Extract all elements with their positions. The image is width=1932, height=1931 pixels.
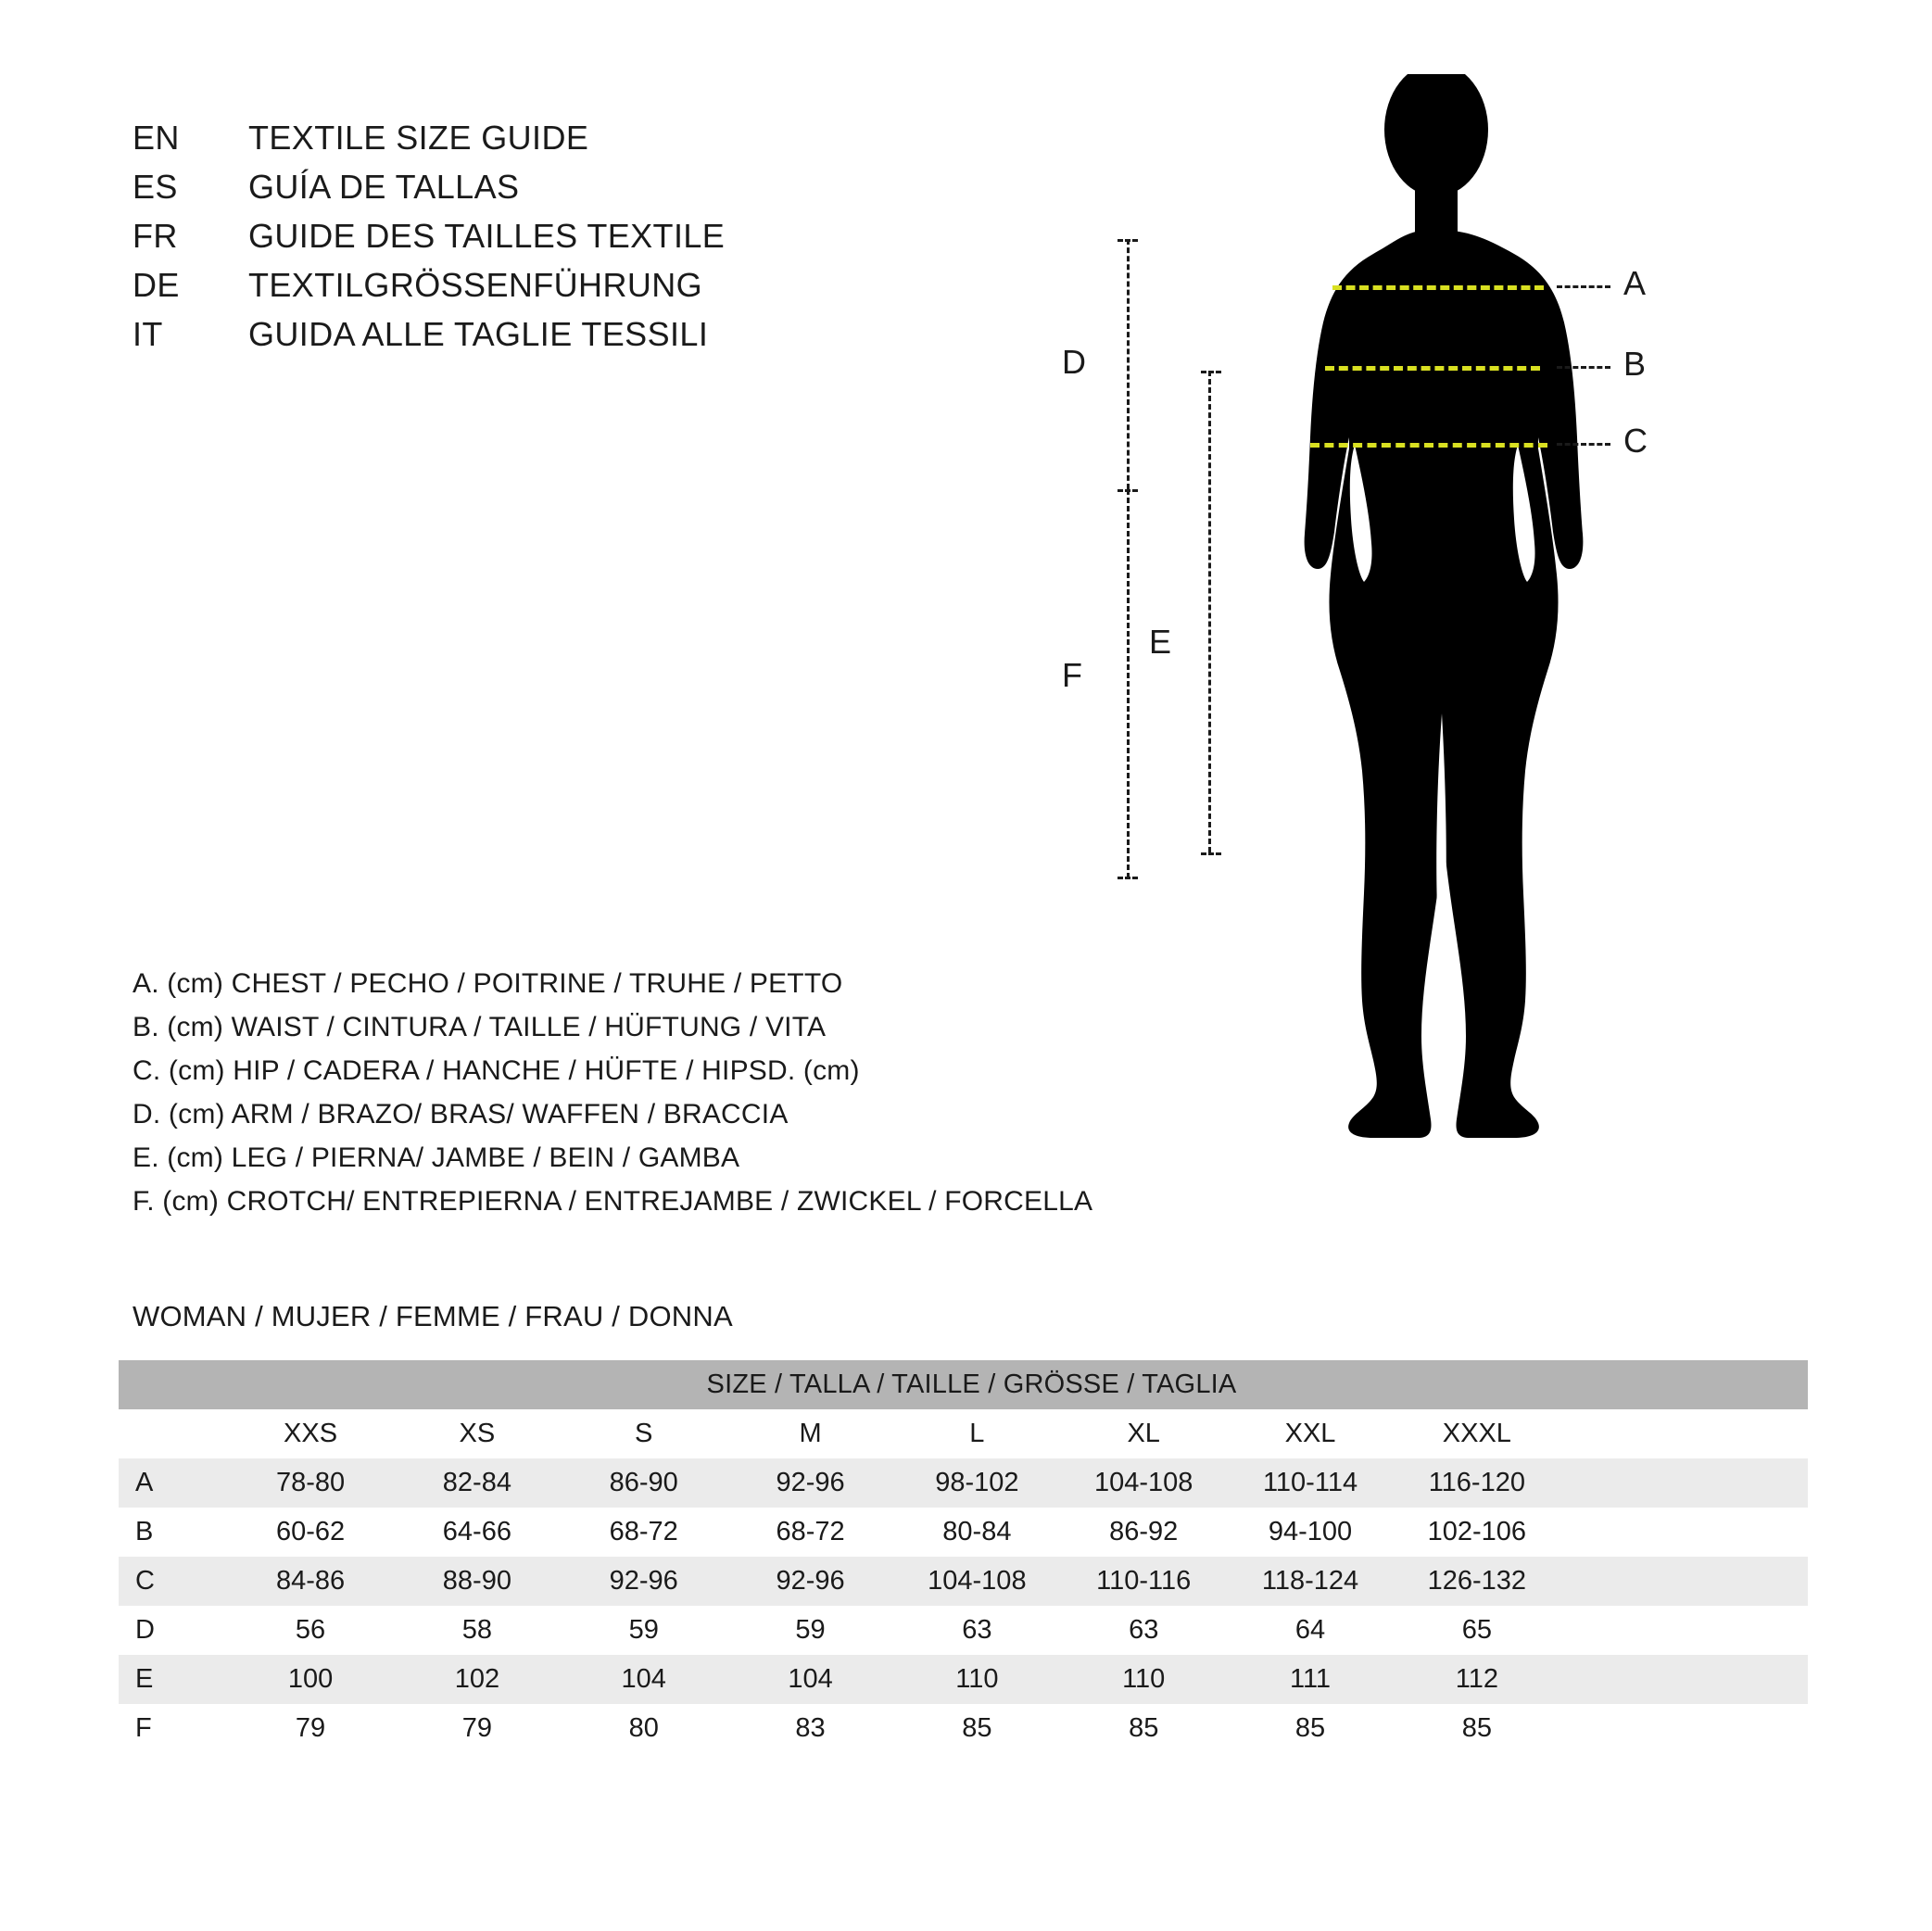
cell-d-xxl: 64 <box>1227 1606 1394 1655</box>
table-row <box>119 1508 1808 1557</box>
cell-c-l: 104-108 <box>893 1557 1060 1606</box>
cell-c-m: 92-96 <box>727 1557 894 1606</box>
cell-d-xxs: 56 <box>227 1606 394 1655</box>
table-row <box>119 1458 1808 1508</box>
arm-measure-cap-top <box>1118 239 1138 242</box>
label-a: A <box>1623 264 1647 302</box>
language-code: EN <box>133 119 180 157</box>
cell-a-xxs: 78-80 <box>227 1458 394 1508</box>
label-d: D <box>1062 343 1086 381</box>
cell-e-xl: 110 <box>1060 1655 1227 1704</box>
cell-c-xxl: 118-124 <box>1227 1557 1394 1606</box>
language-title: GUIDA ALLE TAGLIE TESSILI <box>248 315 709 353</box>
cell-d-m: 59 <box>727 1606 894 1655</box>
table-title-row <box>119 1360 1808 1409</box>
column-header-xs: XS <box>394 1409 561 1458</box>
cell-b-xl: 86-92 <box>1060 1508 1227 1557</box>
table-row <box>119 1557 1808 1606</box>
table-spacer-cell <box>1560 1458 1808 1508</box>
label-c: C <box>1623 422 1648 460</box>
cell-b-l: 80-84 <box>893 1508 1060 1557</box>
table-spacer-cell <box>1560 1409 1808 1458</box>
legend-item-a: A. (cm) CHEST / PECHO / POITRINE / TRUHE / PETTO <box>133 968 843 999</box>
cell-f-xl: 85 <box>1060 1704 1227 1753</box>
row-label-c: C <box>119 1557 227 1606</box>
cell-a-xl: 104-108 <box>1060 1458 1227 1508</box>
table-spacer-cell <box>1560 1655 1808 1704</box>
cell-e-xxs: 100 <box>227 1655 394 1704</box>
column-header-l: L <box>893 1409 1060 1458</box>
cell-e-xs: 102 <box>394 1655 561 1704</box>
cell-a-xxxl: 116-120 <box>1394 1458 1560 1508</box>
label-e: E <box>1149 623 1172 661</box>
cell-d-xxxl: 65 <box>1394 1606 1560 1655</box>
woman-silhouette-icon <box>1140 74 1881 1232</box>
table-row <box>119 1606 1808 1655</box>
cell-f-s: 80 <box>561 1704 727 1753</box>
cell-f-xxl: 85 <box>1227 1704 1394 1753</box>
table-row <box>119 1704 1808 1753</box>
table-corner-cell <box>119 1409 227 1458</box>
column-header-m: M <box>727 1409 894 1458</box>
leg-measure-cap-top <box>1201 371 1221 373</box>
table-spacer-cell <box>1560 1508 1808 1557</box>
cell-e-s: 104 <box>561 1655 727 1704</box>
cell-e-m: 104 <box>727 1655 894 1704</box>
language-code: IT <box>133 315 163 353</box>
row-label-b: B <box>119 1508 227 1557</box>
cell-c-xs: 88-90 <box>394 1557 561 1606</box>
cell-b-xxxl: 102-106 <box>1394 1508 1560 1557</box>
legend-item-e: E. (cm) LEG / PIERNA/ JAMBE / BEIN / GAMBA <box>133 1142 740 1173</box>
cell-c-xl: 110-116 <box>1060 1557 1227 1606</box>
language-title: TEXTILE SIZE GUIDE <box>248 119 589 157</box>
cell-e-xxl: 111 <box>1227 1655 1394 1704</box>
cell-c-s: 92-96 <box>561 1557 727 1606</box>
table-row <box>119 1655 1808 1704</box>
hip-measure-line <box>1310 443 1547 448</box>
language-title: TEXTILGRÖSSENFÜHRUNG <box>248 266 703 304</box>
column-header-xl: XL <box>1060 1409 1227 1458</box>
column-header-xxxl: XXXL <box>1394 1409 1560 1458</box>
measurement-legend <box>133 968 1244 1230</box>
cell-d-s: 59 <box>561 1606 727 1655</box>
table-header-row <box>119 1409 1808 1458</box>
waist-leader-line <box>1557 366 1610 369</box>
cell-f-xxxl: 85 <box>1394 1704 1560 1753</box>
language-title: GUÍA DE TALLAS <box>248 168 520 206</box>
legend-item-b: B. (cm) WAIST / CINTURA / TAILLE / HÜFTUNG / VITA <box>133 1012 827 1042</box>
language-row <box>133 119 892 168</box>
row-label-e: E <box>119 1655 227 1704</box>
arm-measure-line <box>1127 239 1130 489</box>
size-table <box>119 1360 1808 1753</box>
cell-a-xxl: 110-114 <box>1227 1458 1394 1508</box>
language-title: GUIDE DES TAILLES TEXTILE <box>248 217 726 255</box>
language-code: ES <box>133 168 178 206</box>
label-b: B <box>1623 345 1647 383</box>
cell-e-l: 110 <box>893 1655 1060 1704</box>
table-spacer-cell <box>1560 1704 1808 1753</box>
language-title-block <box>133 119 892 364</box>
cell-e-xxxl: 112 <box>1394 1655 1560 1704</box>
cell-a-xs: 82-84 <box>394 1458 561 1508</box>
language-row <box>133 315 892 364</box>
legend-item-d: D. (cm) ARM / BRAZO/ BRAS/ WAFFEN / BRACCIA <box>133 1099 789 1130</box>
cell-b-xxl: 94-100 <box>1227 1508 1394 1557</box>
table-title: SIZE / TALLA / TAILLE / GRÖSSE / TAGLIA <box>119 1360 1808 1409</box>
cell-f-xs: 79 <box>394 1704 561 1753</box>
cell-c-xxxl: 126-132 <box>1394 1557 1560 1606</box>
group-label: WOMAN / MUJER / FEMME / FRAU / DONNA <box>133 1300 733 1332</box>
crotch-measure-line <box>1127 489 1130 878</box>
cell-a-l: 98-102 <box>893 1458 1060 1508</box>
chest-measure-line <box>1332 285 1544 290</box>
cell-f-l: 85 <box>893 1704 1060 1753</box>
cell-d-xl: 63 <box>1060 1606 1227 1655</box>
hip-leader-line <box>1557 443 1610 446</box>
waist-measure-line <box>1325 366 1540 371</box>
cell-a-m: 92-96 <box>727 1458 894 1508</box>
cell-b-xxs: 60-62 <box>227 1508 394 1557</box>
column-header-xxl: XXL <box>1227 1409 1394 1458</box>
table-spacer-cell <box>1560 1557 1808 1606</box>
row-label-f: F <box>119 1704 227 1753</box>
cell-c-xxs: 84-86 <box>227 1557 394 1606</box>
cell-b-xs: 64-66 <box>394 1508 561 1557</box>
legend-item-f: F. (cm) CROTCH/ ENTREPIERNA / ENTREJAMBE / ZWICKEL / FORCELLA <box>133 1186 1093 1217</box>
language-row <box>133 168 892 217</box>
measurement-figure <box>1062 74 1881 1232</box>
leg-measure-cap-bottom <box>1201 852 1221 855</box>
cell-b-s: 68-72 <box>561 1508 727 1557</box>
cell-f-xxs: 79 <box>227 1704 394 1753</box>
language-code: FR <box>133 217 178 255</box>
column-header-xxs: XXS <box>227 1409 394 1458</box>
cell-f-m: 83 <box>727 1704 894 1753</box>
legend-item-c: C. (cm) HIP / CADERA / HANCHE / HÜFTE / HIPSD. (cm) <box>133 1055 860 1086</box>
label-f: F <box>1062 656 1082 694</box>
language-row <box>133 217 892 266</box>
leg-measure-line <box>1208 371 1211 852</box>
row-label-a: A <box>119 1458 227 1508</box>
language-row <box>133 266 892 315</box>
language-code: DE <box>133 266 180 304</box>
cell-d-l: 63 <box>893 1606 1060 1655</box>
table-spacer-cell <box>1560 1606 1808 1655</box>
cell-b-m: 68-72 <box>727 1508 894 1557</box>
column-header-s: S <box>561 1409 727 1458</box>
cell-a-s: 86-90 <box>561 1458 727 1508</box>
chest-leader-line <box>1557 285 1610 288</box>
cell-d-xs: 58 <box>394 1606 561 1655</box>
crotch-measure-cap-bottom <box>1118 877 1138 879</box>
row-label-d: D <box>119 1606 227 1655</box>
